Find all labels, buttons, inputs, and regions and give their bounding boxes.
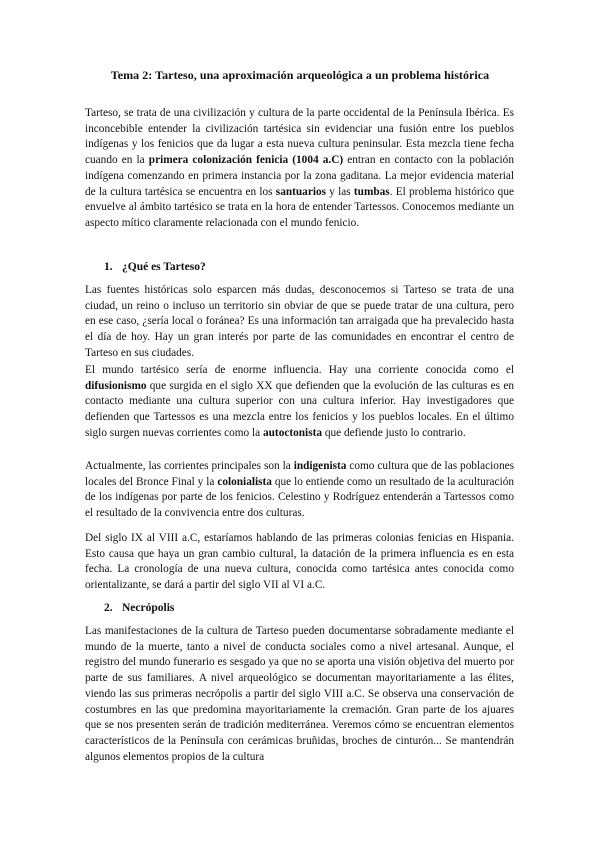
section-1-number: 1.: [104, 261, 113, 273]
s1p3-text-1: Actualmente, las corrientes principales son la: [85, 460, 294, 472]
section-2-number: 2.: [104, 602, 113, 614]
intro-paragraph: [85, 106, 514, 232]
section-2-heading: [104, 602, 174, 614]
document-title: Tema 2: Tarteso, una aproximación arqueológica a un problema histórica: [110, 68, 490, 82]
intro-text-1: Tarteso, se trata de una civilización y cultura de la parte occidental de la Península Ibérica. Es inconcebible entender la civilización tartésica sin evidenciar una fusión entre los pueblos indígenas y los fenicios que da lugar a esta nueva cultura peninsular. Esta mezcla tiene fecha cuando en la: [85, 107, 514, 167]
bold-difusionismo: difusionismo: [85, 379, 147, 392]
section-1-paragraph-2: [85, 363, 514, 442]
section-1-paragraph-4: Del siglo IX al VIII a.C, estaríamos hablando de las primeras colonias fenicias en Hispania. Esto causa que haya un gran cambio cultural, la datación de la primera influencia es en esta fecha. La cronología de una nueva cultura, conocida como tartésica antes conocida como orientalizante, se dará a partir del siglo VII al VI a.C.: [85, 532, 514, 592]
intro-bold-tumbas: tumbas: [353, 185, 390, 198]
s1p3-text-2: como cultura que de las poblaciones locales del Bronce Final y la: [85, 460, 515, 488]
intro-text-2: entran en contacto con la población indígena comenzando en primera instancia por la zona gaditana. La mejor evidencia material de la cultura tartésica se encuentra en los: [85, 154, 514, 198]
bold-autoctonista: autoctonista: [263, 426, 322, 439]
section-1-title: ¿Qué es Tarteso?: [122, 261, 206, 273]
s1p3-text-3: que lo entiende como un resultado de la aculturación de los indígenas por parte de los fenicios. Celestino y Rodríguez entenderán a Tartessos como el resultado de la convivencia entre dos culturas.: [85, 475, 515, 520]
intro-bold-colonizacion: primera colonización fenicia (1004 a.C): [148, 154, 344, 167]
bold-indigenista: indigenista: [293, 460, 347, 472]
s1p2-text-2: que surgida en el siglo XX que defienden que la evolución de las culturas es en contacto mediante una cultura superior con una cultura inferior. Hay investigadores que defienden que Tartessos es una mezcla entre los fenicios y los pueblos locales. En el último siglo surgen nuevas corrientes como la: [85, 379, 514, 439]
section-2-paragraph-1: Las manifestaciones de la cultura de Tarteso pueden documentarse sobradamente mediante el mundo de la muerte, tanto a nivel de conducta sociales como a nivel artesanal. Aunque, el registro del mundo funerario es sesgado ya que no se aporta una visión objetiva del muerto por parte de sus familiares. A nivel arqueológico se documentan mayoritariamente a las élites, viendo las sus primeras necrópolis a partir del siglo VIII a.C. Se observa una conservación de costumbres en las que predomina mayoritariamente la cremación. Gran parte de los ajuares que se nos presenten serán de tradición mediterránea. Veremos cómo se encuentran elementos característicos de la Península con cerámicas bruñidas, broches de cinturón... Se mantendrán algunos elementos propios de la cultura: [85, 625, 514, 763]
section-2-title: Necrópolis: [122, 602, 175, 614]
s1p2-text-3: que defiende justo lo contrario.: [322, 426, 466, 439]
section-1-paragraph-1: Las fuentes históricas solo esparcen más dudas, desconocemos si Tarteso se trata de una ciudad, un reino o incluso un territorio sin obviar de que se puede tratar de una cultura, pero en ese caso, ¿sería local o foránea? Es una información tan arraigada que ha prevalecido hasta el día de hoy. Hay un gran interés por parte de las comunidades en encontrar el centro de Tarteso en sus ciudades.: [85, 284, 514, 359]
section-1-heading: [104, 261, 206, 273]
intro-text-3: y las: [326, 185, 354, 198]
intro-text-4: . El problema histórico que envuelve al ámbito tartésico se trata en la hora de entender Tartessos. Conocemos mediante un aspecto mítico claramente relacionada con el mundo fenicio.: [85, 185, 514, 229]
section-1-paragraph-3: [85, 459, 514, 522]
intro-bold-santuarios: santuarios: [275, 185, 327, 198]
s1p2-text-1: El mundo tartésico sería de enorme influencia. Hay una corriente conocida como el: [85, 364, 514, 376]
bold-colonialista: colonialista: [217, 475, 272, 488]
